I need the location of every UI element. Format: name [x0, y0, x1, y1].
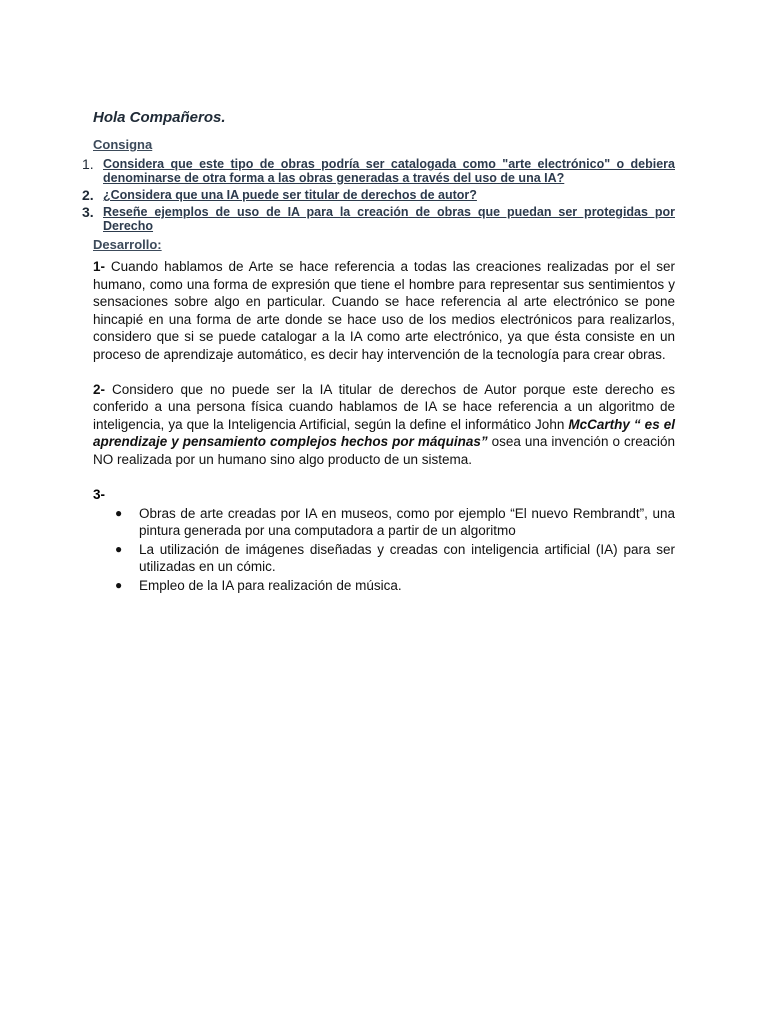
- consigna-label: Consigna: [93, 137, 153, 152]
- answer-2-paragraph: [93, 381, 675, 469]
- list-item-text: La utilización de imágenes diseñadas y creadas con inteligencia artificial (IA) para ser utilizadas en un cómic.: [139, 541, 675, 575]
- list-item: [115, 541, 675, 576]
- list-item: [115, 505, 675, 540]
- question-number: 3.: [82, 204, 94, 220]
- answer-3-number: 3-: [93, 486, 106, 502]
- questions-list: [82, 156, 675, 233]
- desarrollo-label: Desarrollo:: [93, 237, 162, 252]
- mccarthy-quote: McCarthy “ es el aprendizaje y pensamiento complejos hechos por máquinas”: [93, 416, 675, 450]
- question-number: 1.: [82, 156, 94, 172]
- question-number: 2.: [82, 187, 94, 203]
- bullet-icon: ●: [115, 541, 123, 556]
- question-text: ¿Considera que una IA puede ser titular de derechos de autor?: [103, 188, 477, 202]
- answer-text: Considero que no puede ser la IA titular de derechos de Autor porque este derecho es conferido a una persona física cuando hablamos de IA se hace referencia a un algoritmo de inteligencia, ya que la Inteligencia Artificial, según la define el informático John: [93, 381, 675, 432]
- document-body: [82, 107, 675, 596]
- question-text: Reseñe ejemplos de uso de IA para la creación de obras que puedan ser protegidas por Derecho: [103, 205, 675, 233]
- question-item: [82, 204, 675, 233]
- answer-number: 1-: [93, 259, 106, 274]
- answer-text: osea una invención o creación NO realizada por un humano sino algo producto de un sistema.: [93, 434, 675, 467]
- list-item-text: Empleo de la IA para realización de música.: [139, 577, 402, 593]
- bullet-icon: ●: [115, 505, 123, 520]
- bullet-icon: ●: [115, 577, 123, 592]
- answer-text: Cuando hablamos de Arte se hace referencia a todas las creaciones realizadas por el ser humano, como una forma de expresión que tiene el hombre para representar sus sentimientos y sensaciones sobre algo en particular. Cuando se hace referencia al arte electrónico se pone hincapié en una forma de arte donde se hace uso de los medios electrónicos para realizarlos, considero que si se puede catalogar a la IA como arte electrónico, ya que ésta consiste en un proceso de aprendizaje automático, es decir hay intervención de la tecnología para crear obras.: [93, 259, 675, 362]
- answer-1-paragraph: [93, 258, 675, 364]
- answer-3-bullet-list: [93, 505, 675, 595]
- answer-number: 2-: [93, 381, 106, 397]
- greeting-heading: Hola Compañeros.: [93, 109, 226, 126]
- list-item: [115, 577, 675, 595]
- question-item: [82, 187, 675, 203]
- question-text: Considera que este tipo de obras podría ser catalogada como "arte electrónico" o debiera denominarse de otra forma a las obras generadas a través del uso de una IA?: [103, 157, 675, 185]
- question-item: [82, 156, 675, 185]
- list-item-text: Obras de arte creadas por IA en museos, como por ejemplo “El nuevo Rembrandt”, una pintura generada por una computadora a partir de un algoritmo: [139, 505, 675, 539]
